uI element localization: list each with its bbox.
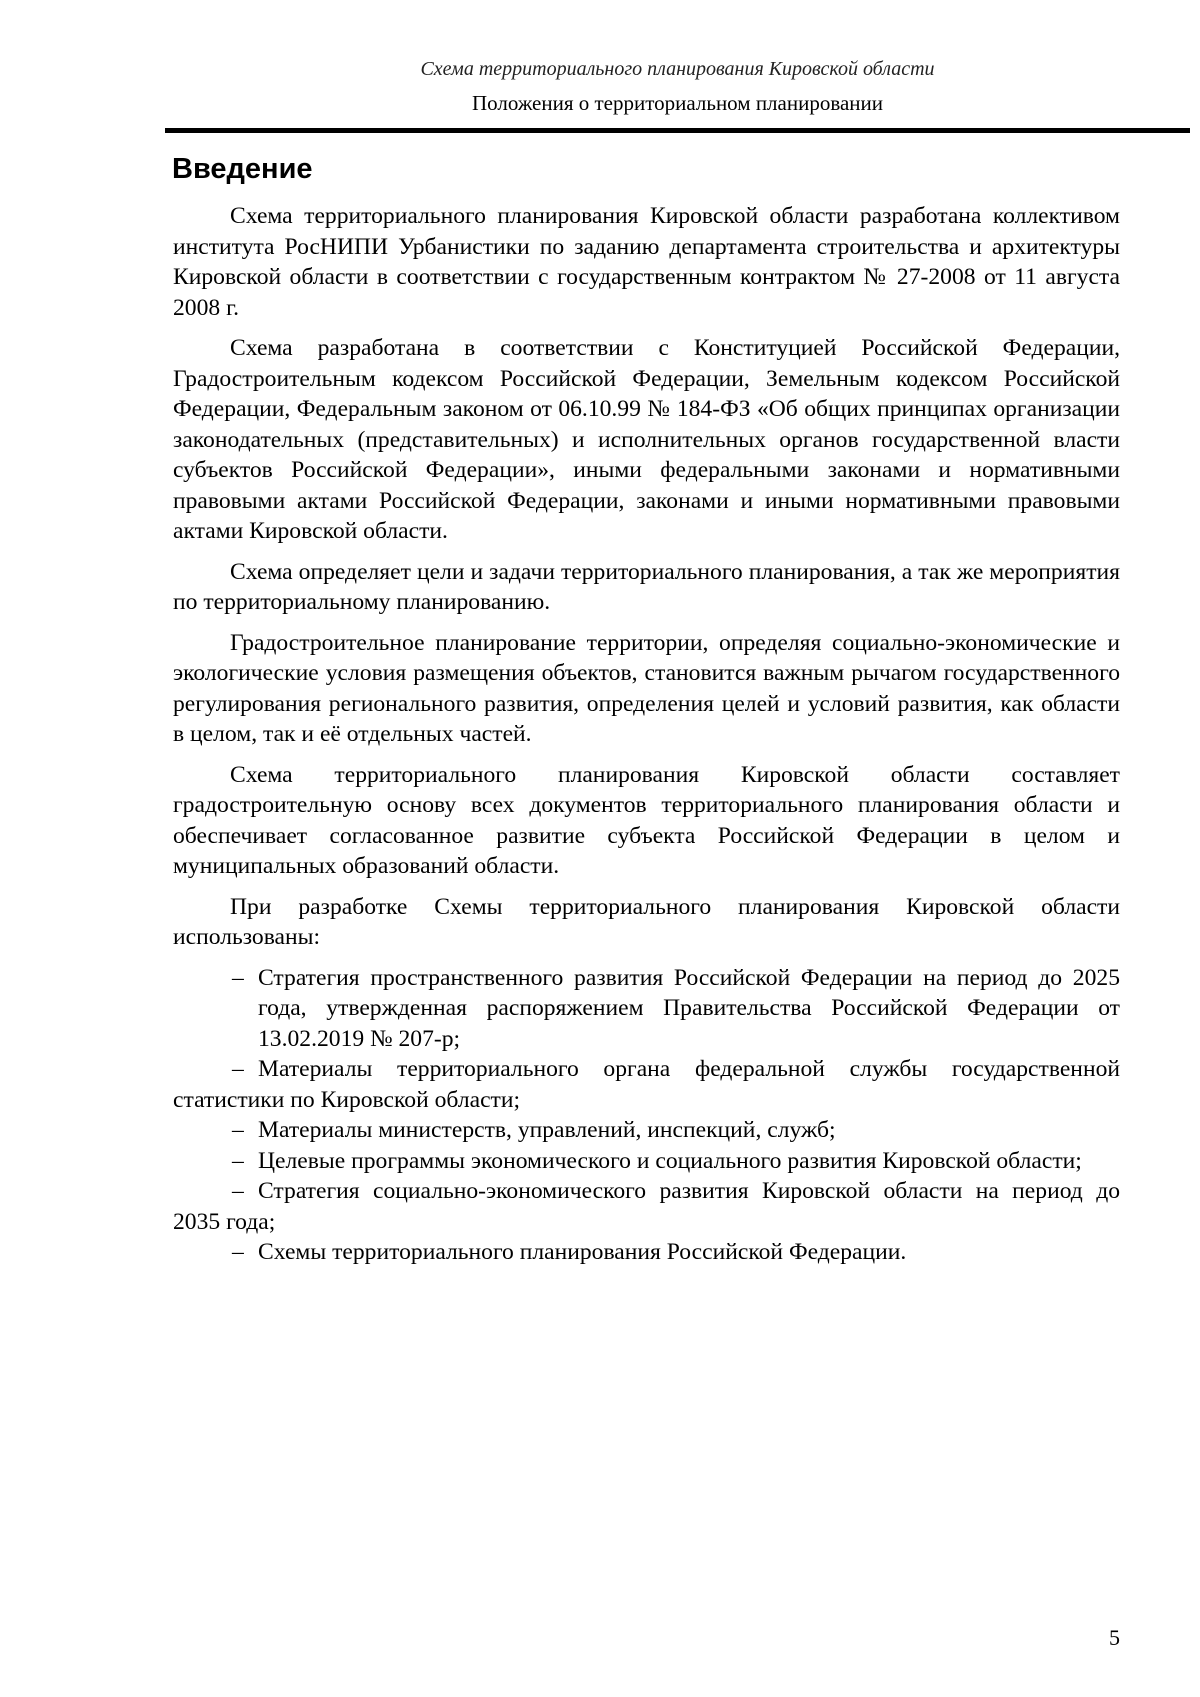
list-item [173,1146,1120,1177]
paragraph: Схема определяет цели и задачи территориального планирования, а так же мероприятия по территориальному планированию. [173,558,1120,615]
document-body [173,201,1120,1268]
list-item-text: Стратегия социально-экономического развития Кировской области на период до 2035 года; [173,1178,1120,1235]
list-item [173,1176,1120,1237]
list-item-text: Материалы министерств, управлений, инспекций, служб; [258,1117,836,1143]
list-item-text: Схемы территориального планирования Российской Федерации. [258,1239,907,1265]
list-item [173,1054,1120,1115]
paragraph: Градостроительное планирование территории, определяя социально-экономические и экологические условия размещения объектов, становится важным рычагом государственного регулирования регионального развития, определения целей и условий развития, как области в целом, так и её отдельных частей. [173,629,1120,747]
paragraph: Схема территориального планирования Кировской области разработана коллективом института РосНИПИ Урбанистики по заданию департамента строительства и архитектуры Кировской области в соответствии с государственным контрактом № 27-2008 от 11 августа 2008 г. [173,203,1120,321]
paragraph: Схема разработана в соответствии с Конституцией Российской Федерации, Градостроительным кодексом Российской Федерации, Земельным кодексом Российской Федерации, Федеральным законом от 06.10.99 № 184-ФЗ «Об общих принципах организации законодательных (представительных) и исполнительных органов государственной власти субъектов Российской Федерации», иными федеральными законами и нормативными правовыми актами Российской Федерации, законами и иными нормативными правовыми актами Кировской области. [173,335,1120,544]
running-header-subtitle: Положения о территориальном планировании [471,91,884,115]
page-number: 5 [1109,1625,1120,1650]
list-item-text: Материалы территориального органа федеральной службы государственной статистики по Кировской области; [173,1056,1120,1113]
list-item [173,963,1120,1055]
list-marker: – [232,1056,244,1082]
sources-list [173,963,1120,1268]
section-heading: Введение [172,153,313,185]
header-rule [165,128,1190,133]
list-marker: – [232,1117,244,1143]
list-item-text: Целевые программы экономического и социального развития Кировской области; [258,1147,1082,1174]
paragraph: При разработке Схемы территориального планирования Кировской области использованы: [173,893,1120,950]
list-marker: – [232,1178,244,1204]
list-item [173,1115,1120,1146]
list-marker: – [232,964,244,991]
list-marker: – [232,1147,244,1174]
running-header-title: Схема территориального планирования Кировской области [420,58,935,80]
list-marker: – [232,1239,244,1265]
list-item [173,1237,1120,1268]
list-item-text: Стратегия пространственного развития Российской Федерации на период до 2025 года, утвержденная распоряжением Правительства Российской Федерации от 13.02.2019 № 207-р; [258,964,1120,1052]
paragraph: Схема территориального планирования Кировской области составляет градостроительную основу всех документов территориального планирования области и обеспечивает согласованное развитие субъекта Российской Федерации в целом и муниципальных образований области. [173,761,1120,879]
